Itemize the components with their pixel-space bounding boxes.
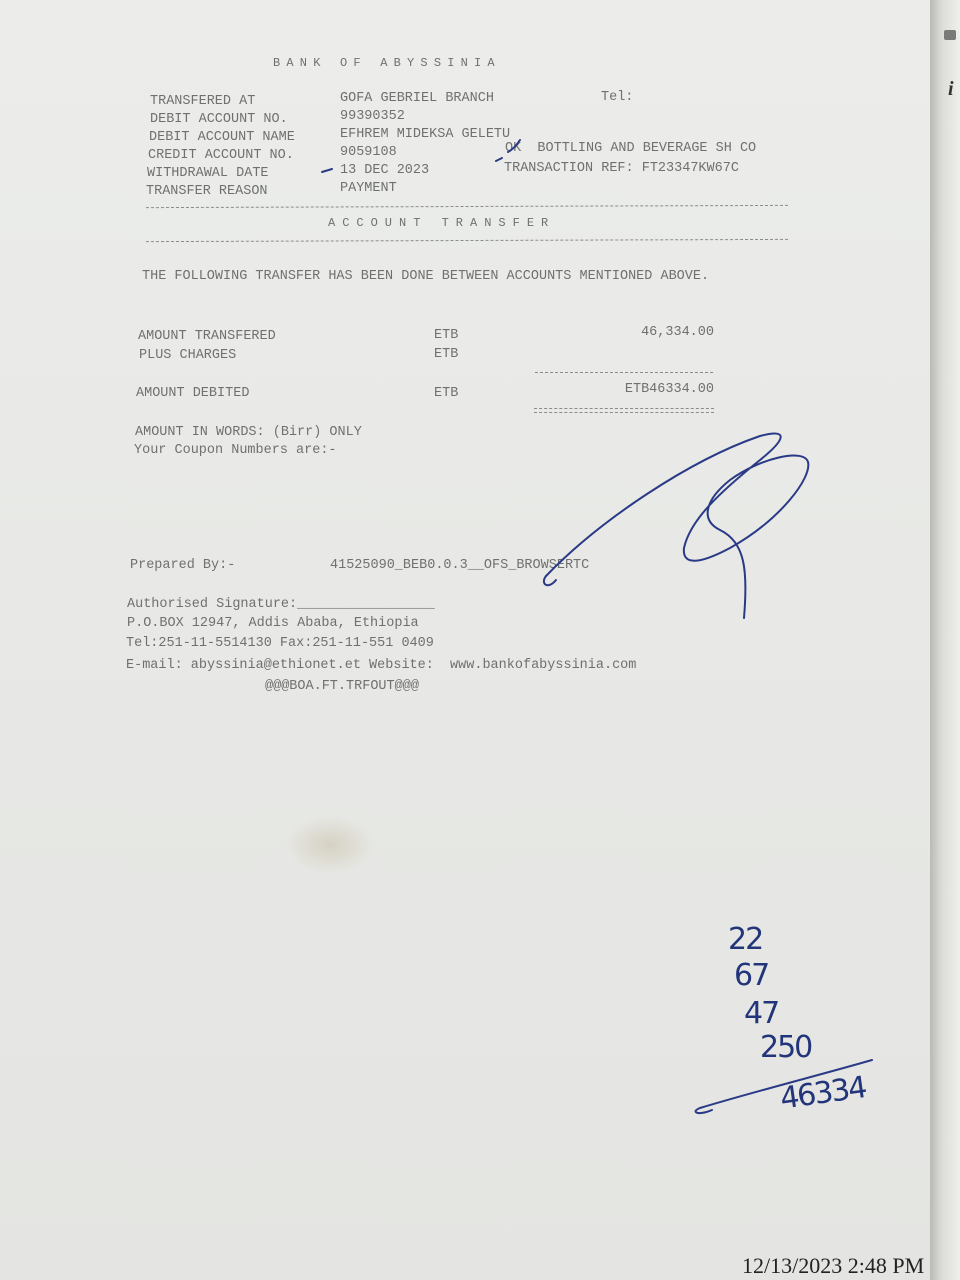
charges-currency: ETB [434,347,459,362]
transfer-label: DEBIT ACCOUNT NAME [149,130,295,145]
authorised-signature: Authorised Signature:_________________ [127,597,435,612]
transfer-value: PAYMENT [340,181,397,196]
prepared-by-label: Prepared By:- [130,558,236,573]
edge-mark [944,30,956,40]
transfer-label: TRANSFERED AT [150,94,256,109]
amount-debited-label: AMOUNT DEBITED [136,386,250,401]
transfer-value: 13 DEC 2023 [340,163,430,178]
footer-code: @@@BOA.FT.TRFOUT@@@ [265,679,419,694]
prepared-by-value: 41525090_BEB0.0.3__OFS_BROWSERTC [330,558,590,573]
transfer-value: 99390352 [340,109,405,124]
coupon-text: Your Coupon Numbers are:- [134,443,337,458]
amount-transferred-label: AMOUNT TRANSFERED [138,329,276,344]
total-line [534,412,714,413]
tel-label: Tel: [601,90,634,105]
phone-fax: Tel:251-11-5514130 Fax:251-11-551 0409 [126,636,434,651]
handwritten-number: 47 [744,996,779,1031]
charges-label: PLUS CHARGES [139,348,237,363]
credit-account-name: OK BOTTLING AND BEVERAGE SH CO [505,141,757,156]
transfer-value: GOFA GEBRIEL BRANCH [340,91,494,106]
paper-stain [285,815,375,875]
amount-debited-value: ETB46334.00 [624,382,714,397]
total-line [534,408,714,409]
address: P.O.BOX 12947, Addis Ababa, Ethiopia [127,616,419,631]
amount-transferred-value: 46,334.00 [641,325,714,340]
section-title: ACCOUNT TRANSFER [328,216,556,230]
transfer-label: CREDIT ACCOUNT NO. [148,148,294,163]
handwritten-total: 46334 [778,1070,868,1117]
subtotal-line [535,372,713,373]
edge-letter: i [948,78,954,100]
transfer-label: WITHDRAWAL DATE [147,166,269,181]
background-edge [930,0,960,1280]
amount-transferred-currency: ETB [434,328,459,343]
amount-in-words: AMOUNT IN WORDS: (Birr) ONLY [135,425,362,440]
amount-debited-currency: ETB [434,386,459,401]
handwritten-number: 67 [734,958,769,993]
handwritten-number: 250 [760,1030,812,1065]
transfer-value: 9059108 [340,145,397,160]
intro-text: THE FOLLOWING TRANSFER HAS BEEN DONE BETWEEN ACCOUNTS MENTIONED ABOVE. [142,269,710,284]
handwritten-number: 22 [728,922,763,957]
transfer-value: EFHREM MIDEKSA GELETU [340,127,511,142]
bank-name: BANK OF ABYSSINIA [273,56,501,70]
transfer-label: TRANSFER REASON [146,184,268,199]
email-website: E-mail: abyssinia@ethionet.et Website: www.bankofabyssinia.com [126,658,637,673]
transaction-ref: TRANSACTION REF: FT23347KW67C [504,161,739,176]
photo-timestamp: 12/13/2023 2:48 PM [742,1253,925,1278]
transfer-label: DEBIT ACCOUNT NO. [150,112,288,127]
